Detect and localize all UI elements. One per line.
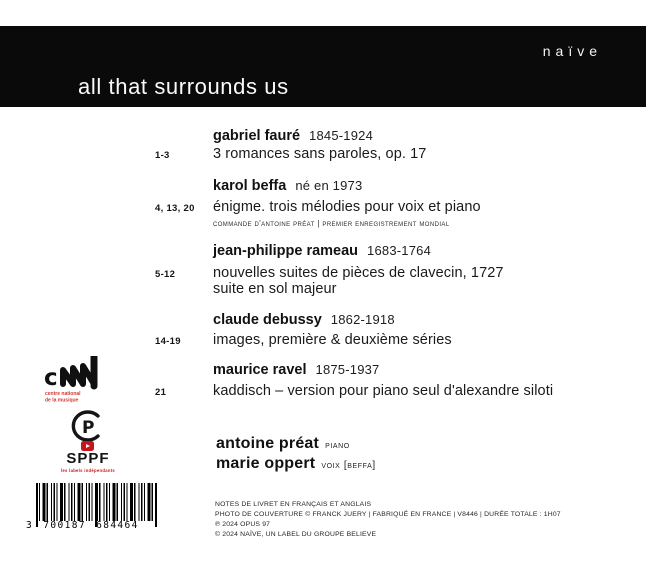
- performer-name: antoine préat: [216, 435, 320, 452]
- composer-heading: [213, 242, 431, 260]
- composer-name: gabriel fauré: [213, 128, 301, 144]
- sppf-tagline: les labels indépendants: [60, 468, 116, 473]
- track-numbers: 5-12: [155, 269, 176, 280]
- composer-heading: [213, 361, 380, 379]
- performer-line: [216, 434, 350, 456]
- credit-line: PHOTO DE COUVERTURE © FRANCK JUERY | FABRIQUÉ EN FRANCE | V8446 | DURÉE TOTALE : 1H07: [215, 511, 561, 518]
- composer-dates: né en 1973: [295, 178, 363, 193]
- composer-name: karol beffa: [213, 178, 287, 194]
- track-numbers: 14-19: [155, 336, 181, 347]
- composer-heading: [213, 127, 373, 145]
- composer-dates: 1875-1937: [315, 362, 380, 377]
- copie-privee-letter: P: [82, 418, 95, 438]
- copie-privee-icon: [67, 408, 105, 444]
- work-title: énigme. trois mélodies pour voix et piano: [213, 199, 481, 215]
- cnm-wave-icon: [63, 357, 94, 384]
- sppf-name: SPPF: [66, 450, 110, 467]
- performer-role: voix [beffa]: [321, 460, 376, 471]
- cnm-caption-line2: de la musique: [45, 397, 79, 404]
- track-numbers: 1-3: [155, 150, 170, 161]
- performer-name: marie oppert: [216, 455, 316, 472]
- cnm-caption-line1: centre national: [45, 391, 81, 397]
- composer-dates: 1862-1918: [330, 312, 395, 327]
- composer-dates: 1845-1924: [309, 128, 374, 143]
- performer-role: piano: [325, 440, 350, 451]
- composer-name: jean-philippe rameau: [213, 243, 359, 259]
- credit-line: ℗ 2024 OPUS 97: [215, 521, 271, 528]
- work-title: images, première & deuxième séries: [213, 332, 452, 348]
- performer-line: [216, 454, 376, 476]
- title-band: [0, 26, 646, 107]
- composer-name: maurice ravel: [213, 362, 307, 378]
- track-numbers: 21: [155, 387, 167, 398]
- cnm-logo: [44, 356, 124, 406]
- track-numbers: 4, 13, 20: [155, 203, 195, 214]
- sppf-logo: [60, 441, 116, 475]
- work-title: nouvelles suites de pièces de clavecin, 1727: [213, 265, 504, 281]
- work-title: kaddisch – version pour piano seul d'alexandre siloti: [213, 383, 554, 399]
- composer-heading: [213, 177, 362, 195]
- composer-name: claude debussy: [213, 312, 322, 328]
- naive-wordmark: naïve: [542, 43, 602, 59]
- cnm-logo-icon: [44, 356, 124, 406]
- credit-line: © 2024 NAÏVE, UN LABEL DU GROUPE BELIEVE: [215, 531, 377, 538]
- copie-privee-logo: [67, 408, 105, 444]
- cnm-letter-c: c: [44, 365, 58, 391]
- barcode-number: 3 700187 684464: [26, 520, 139, 531]
- premiere-note: commande d'antoine préat | premier enregistrement mondial: [213, 219, 450, 228]
- credits: [215, 500, 561, 540]
- album-title: all that surrounds us: [78, 74, 289, 99]
- credit-line: NOTES DE LIVRET EN FRANÇAIS ET ANGLAIS: [215, 501, 372, 508]
- composer-heading: [213, 311, 395, 329]
- work-title: 3 romances sans paroles, op. 17: [213, 146, 427, 162]
- work-title-line2: suite en sol majeur: [213, 281, 337, 297]
- composer-dates: 1683-1764: [367, 243, 432, 258]
